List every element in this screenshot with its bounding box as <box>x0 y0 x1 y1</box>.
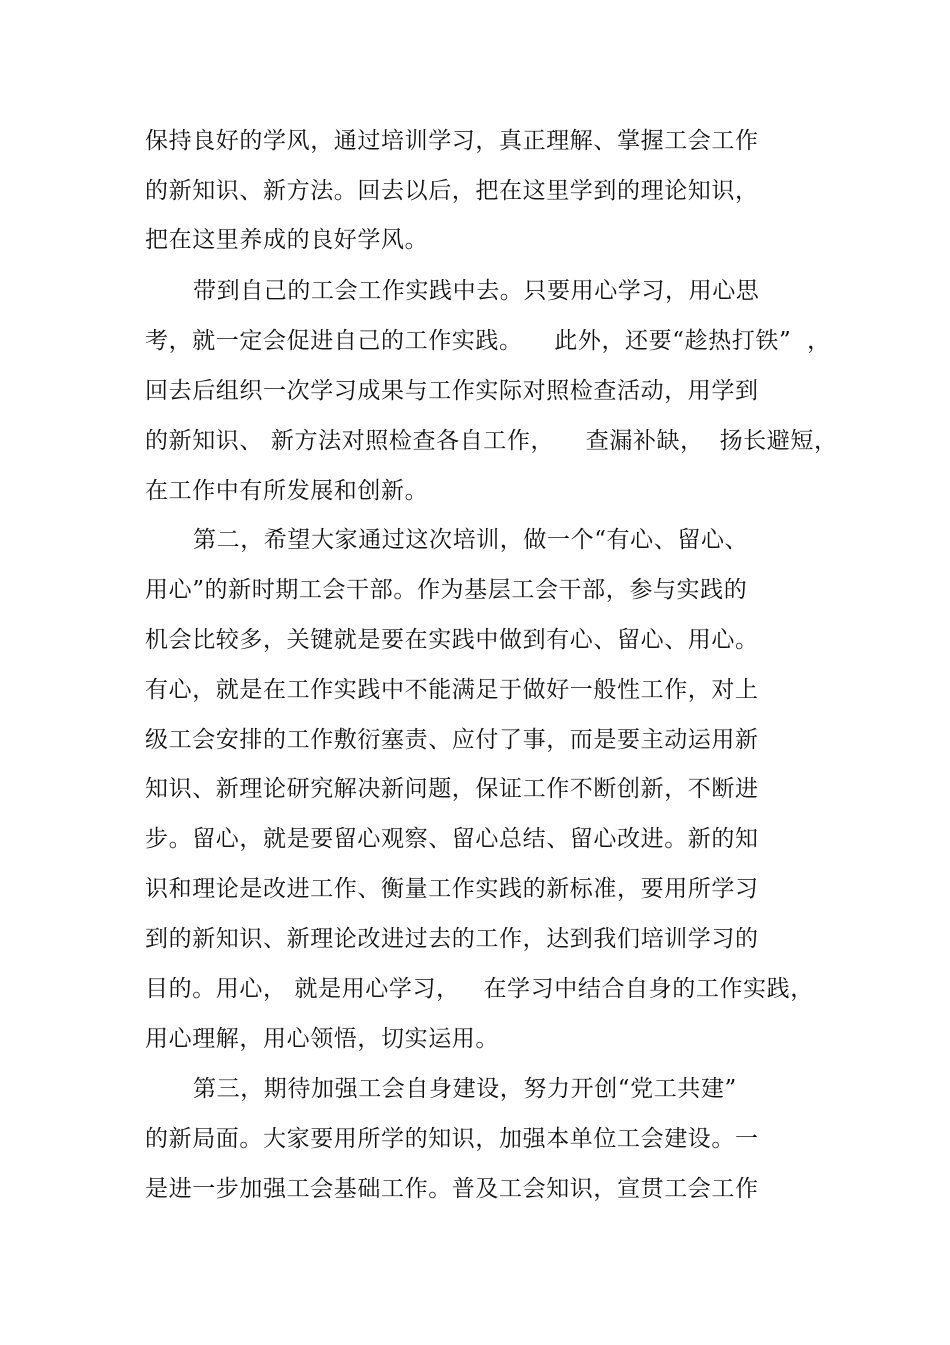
text-line: 的新局面。大家要用所学的知识，加强本单位工会建设。一 <box>145 1126 759 1152</box>
text-line: 考，就一定会促进自己的工作实践。 此外，还要“趁热打铁” ， <box>145 328 831 354</box>
text-line: 识和理论是改进工作、衡量工作实践的新标准，要用所学习 <box>145 876 759 902</box>
text-line: 级工会安排的工作敷衍塞责、应付了事，而是要主动运用新 <box>145 727 759 753</box>
text-line: 保持良好的学风，通过培训学习，真正理解、掌握工会工作 <box>145 128 759 154</box>
text-line: 的新知识、新方法。回去以后，把在这里学到的理论知识， <box>145 178 759 204</box>
paragraph-first-line: 第二，希望大家通过这次培训，做一个“有心、留心、 <box>193 527 749 553</box>
text-line: 机会比较多，关键就是要在实践中做到有心、留心、用心。 <box>145 627 759 653</box>
paragraph-first-line: 第三，期待加强工会自身建设，努力开创“党工共建” <box>193 1076 737 1102</box>
text-line: 回去后组织一次学习成果与工作实际对照检查活动，用学到 <box>145 378 759 404</box>
text-line: 在工作中有所发展和创新。 <box>145 478 429 504</box>
text-line: 用心”的新时期工会干部。作为基层工会干部，参与实践的 <box>145 577 748 603</box>
text-line: 到的新知识、新理论改进过去的工作，达到我们培训学习的 <box>145 926 759 952</box>
text-line: 知识、新理论研究解决新问题，保证工作不断创新，不断进 <box>145 776 759 802</box>
text-line: 把在这里养成的良好学风。 <box>145 227 429 253</box>
text-line: 目的。用心， 就是用心学习， 在学习中结合自身的工作实践， <box>145 976 814 1002</box>
text-line: 步。留心，就是要留心观察、留心总结、留心改进。新的知 <box>145 826 759 852</box>
paragraph-first-line: 带到自己的工会工作实践中去。只要用心学习，用心思 <box>193 278 760 304</box>
text-line: 有心，就是在工作实践中不能满足于做好一般性工作，对上 <box>145 677 759 703</box>
text-line: 是进一步加强工会基础工作。普及工会知识，宣贯工会工作 <box>145 1176 759 1202</box>
text-line: 的新知识、 新方法对照检查各自工作， 查漏补缺， 扬长避短， <box>145 428 838 454</box>
text-line: 用心理解，用心领悟，切实运用。 <box>145 1026 499 1052</box>
